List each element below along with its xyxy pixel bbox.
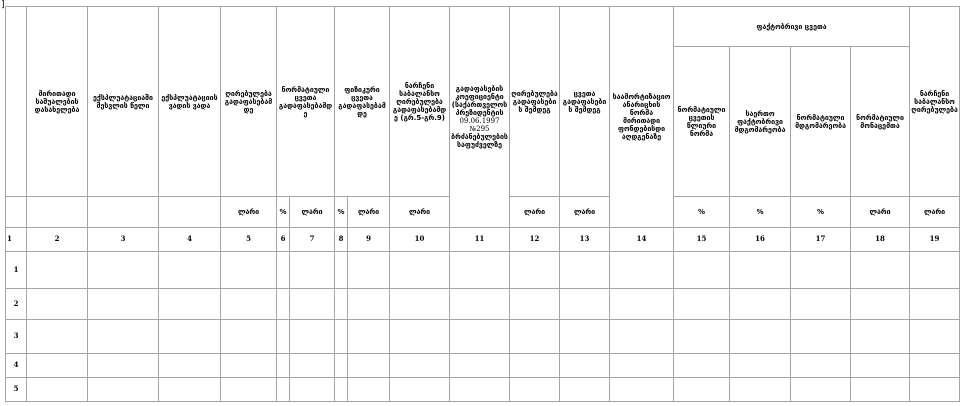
column-number: 17 bbox=[791, 227, 851, 251]
table-cell[interactable] bbox=[851, 320, 910, 353]
header-asset-name: მირითადი საშუალების დასახელება bbox=[27, 7, 88, 197]
table-row bbox=[6, 353, 960, 377]
table-cell[interactable] bbox=[560, 320, 610, 353]
table-cell[interactable] bbox=[610, 289, 674, 320]
table-cell[interactable] bbox=[851, 251, 910, 288]
table-cell[interactable] bbox=[674, 251, 730, 288]
column-number: 4 bbox=[159, 227, 221, 251]
table-cell[interactable] bbox=[390, 353, 450, 377]
column-number: 10 bbox=[390, 227, 450, 251]
table-cell[interactable] bbox=[560, 377, 610, 401]
header-physical-wear-before: ფიზიკური ცვეთა გადაფასებამდე bbox=[335, 7, 390, 197]
table-cell[interactable] bbox=[348, 251, 390, 288]
table-cell[interactable] bbox=[27, 251, 88, 288]
header-service-life: ექსპლუატაციის ვადის ვადა bbox=[159, 7, 221, 197]
table-cell[interactable] bbox=[335, 289, 348, 320]
table-cell[interactable] bbox=[335, 251, 348, 288]
table-cell[interactable] bbox=[450, 320, 510, 353]
table-cell[interactable] bbox=[390, 251, 450, 288]
column-number: 7 bbox=[290, 227, 335, 251]
table-cell[interactable] bbox=[610, 353, 674, 377]
table-cell[interactable] bbox=[674, 320, 730, 353]
table-cell[interactable] bbox=[674, 289, 730, 320]
unit-lari-13: ლარი bbox=[560, 197, 610, 227]
table-cell[interactable] bbox=[851, 353, 910, 377]
column-number: 6 bbox=[277, 227, 290, 251]
table-cell[interactable] bbox=[910, 251, 960, 288]
column-number: 8 bbox=[335, 227, 348, 251]
table-cell[interactable] bbox=[221, 377, 277, 401]
unit-lari-7: ლარი bbox=[290, 197, 335, 227]
table-cell[interactable] bbox=[159, 353, 221, 377]
table-cell[interactable] bbox=[27, 377, 88, 401]
unit-cell-2 bbox=[27, 197, 88, 227]
row-number: 3 bbox=[6, 320, 27, 353]
table-cell[interactable] bbox=[277, 320, 290, 353]
unit-cell-1 bbox=[6, 197, 27, 227]
table-cell[interactable] bbox=[390, 289, 450, 320]
table-cell[interactable] bbox=[791, 377, 851, 401]
row-number: 1 bbox=[6, 251, 27, 288]
table-cell[interactable] bbox=[290, 289, 335, 320]
table-cell[interactable] bbox=[290, 251, 335, 288]
table-cell[interactable] bbox=[610, 251, 674, 288]
table-cell[interactable] bbox=[159, 289, 221, 320]
table-cell[interactable] bbox=[730, 289, 791, 320]
table-cell[interactable] bbox=[221, 289, 277, 320]
coefficient-number: №295 bbox=[469, 124, 490, 133]
column-number: 9 bbox=[348, 227, 390, 251]
header-residual-before: ნარჩენი საბალანსო ღირებულება გადაფასებამდე (გრ.5-გრ.9) bbox=[390, 7, 450, 197]
column-number: 12 bbox=[510, 227, 560, 251]
table-cell[interactable] bbox=[791, 353, 851, 377]
table-cell[interactable] bbox=[560, 353, 610, 377]
header-normative-wear-before: ნორმატიული ცვეთა გადაფასებამდე bbox=[277, 7, 335, 197]
header-normative-state: ნორმატიული მდგომარეობა bbox=[791, 47, 851, 197]
table-cell[interactable] bbox=[335, 353, 348, 377]
coefficient-date: 09.06.1997 bbox=[459, 116, 500, 125]
column-number: 1 bbox=[6, 227, 27, 251]
table-cell[interactable] bbox=[560, 251, 610, 288]
unit-lari-19: ლარი bbox=[910, 197, 960, 227]
table-cell[interactable] bbox=[221, 353, 277, 377]
table-cell[interactable] bbox=[730, 377, 791, 401]
table-cell[interactable] bbox=[88, 289, 159, 320]
table-cell[interactable] bbox=[390, 377, 450, 401]
unit-percent-8: % bbox=[335, 197, 348, 227]
unit-lari-18: ლარი bbox=[851, 197, 910, 227]
row-number: 4 bbox=[6, 353, 27, 377]
unit-cell-3 bbox=[88, 197, 159, 227]
table-cell[interactable] bbox=[510, 320, 560, 353]
table-cell[interactable] bbox=[510, 377, 560, 401]
table-cell[interactable] bbox=[450, 353, 510, 377]
column-number: 5 bbox=[221, 227, 277, 251]
unit-lari-10: ლარი bbox=[390, 197, 450, 227]
table-cell[interactable] bbox=[277, 251, 290, 288]
table-cell[interactable] bbox=[851, 377, 910, 401]
unit-percent-16: % bbox=[730, 197, 791, 227]
table-cell[interactable] bbox=[510, 353, 560, 377]
unit-cell-4 bbox=[159, 197, 221, 227]
table-cell[interactable] bbox=[730, 251, 791, 288]
table-cell[interactable] bbox=[910, 320, 960, 353]
table-cell[interactable] bbox=[277, 353, 290, 377]
table-cell[interactable] bbox=[910, 353, 960, 377]
table-cell[interactable] bbox=[510, 289, 560, 320]
depreciation-table bbox=[5, 6, 960, 402]
table-cell[interactable] bbox=[290, 320, 335, 353]
header-total-actual-state: საერთო ფაქტობრივი მდგომარეობა bbox=[730, 47, 791, 197]
table-cell[interactable] bbox=[730, 320, 791, 353]
table-cell[interactable] bbox=[674, 377, 730, 401]
table-cell[interactable] bbox=[610, 320, 674, 353]
table-cell[interactable] bbox=[277, 289, 290, 320]
header-cell-2-pre bbox=[6, 7, 27, 197]
header-group-actual-wear: ფაქტობრივი ცვეთა bbox=[674, 7, 910, 47]
table-cell[interactable] bbox=[348, 320, 390, 353]
table-cell[interactable] bbox=[610, 377, 674, 401]
header-commission-year: ექსპლუატაციაში შესვლის წელი bbox=[88, 7, 159, 197]
header-value-before: ღირებულება გადაფასებამდე bbox=[221, 7, 277, 197]
table-cell[interactable] bbox=[791, 320, 851, 353]
table-row bbox=[6, 320, 960, 353]
header-revaluation-coefficient bbox=[450, 7, 510, 228]
table-cell[interactable] bbox=[159, 251, 221, 288]
table-cell[interactable] bbox=[560, 289, 610, 320]
table-cell[interactable] bbox=[159, 377, 221, 401]
table-cell[interactable] bbox=[910, 377, 960, 401]
table-row bbox=[6, 289, 960, 320]
column-number: 11 bbox=[450, 227, 510, 251]
table-cell[interactable] bbox=[450, 377, 510, 401]
table-cell[interactable] bbox=[390, 320, 450, 353]
table-cell[interactable] bbox=[510, 251, 560, 288]
unit-lari-5: ლარი bbox=[221, 197, 277, 227]
unit-percent-17: % bbox=[791, 197, 851, 227]
table-cell[interactable] bbox=[88, 320, 159, 353]
table-cell[interactable] bbox=[159, 320, 221, 353]
table-cell[interactable] bbox=[290, 377, 335, 401]
table-cell[interactable] bbox=[348, 289, 390, 320]
column-number: 13 bbox=[560, 227, 610, 251]
table-cell[interactable] bbox=[88, 353, 159, 377]
header-amortization-norm: საამორტიზაციო ანარიცხის ნორმა მირითადი ფონდებისდი აღდგენაზე bbox=[610, 7, 674, 228]
table-cell[interactable] bbox=[910, 289, 960, 320]
table-cell[interactable] bbox=[730, 353, 791, 377]
unit-percent-15: % bbox=[674, 197, 730, 227]
table-cell[interactable] bbox=[221, 251, 277, 288]
table-cell[interactable] bbox=[88, 377, 159, 401]
column-number: 16 bbox=[730, 227, 791, 251]
coefficient-text-a: გადაფასების კოეფიციენტი (საქართველოს პრეზიდენტის bbox=[451, 84, 508, 117]
table-cell[interactable] bbox=[221, 320, 277, 353]
column-number: 3 bbox=[88, 227, 159, 251]
table-cell[interactable] bbox=[348, 353, 390, 377]
column-number: 2 bbox=[27, 227, 88, 251]
row-number: 2 bbox=[6, 289, 27, 320]
table-cell[interactable] bbox=[335, 320, 348, 353]
unit-percent-6: % bbox=[277, 197, 290, 227]
table-cell[interactable] bbox=[335, 377, 348, 401]
table-cell[interactable] bbox=[791, 289, 851, 320]
table-cell[interactable] bbox=[27, 289, 88, 320]
coefficient-text-b: ბრძანებულების საფუძველზე bbox=[451, 132, 508, 149]
row-number: 5 bbox=[6, 377, 27, 401]
table-cell[interactable] bbox=[277, 377, 290, 401]
column-number: 19 bbox=[910, 227, 960, 251]
column-number-row bbox=[6, 227, 960, 251]
table-cell[interactable] bbox=[851, 289, 910, 320]
unit-lari-9: ლარი bbox=[348, 197, 390, 227]
table-cell[interactable] bbox=[290, 353, 335, 377]
table-cell[interactable] bbox=[450, 251, 510, 288]
header-annual-wear-norm: ნორმატიული ცვეთის წლიური ნორმა bbox=[674, 47, 730, 197]
table-cell[interactable] bbox=[348, 377, 390, 401]
table-cell[interactable] bbox=[791, 251, 851, 288]
column-number: 15 bbox=[674, 227, 730, 251]
table-cell[interactable] bbox=[27, 320, 88, 353]
column-number: 18 bbox=[851, 227, 910, 251]
table-row bbox=[6, 377, 960, 401]
unit-lari-12: ლარი bbox=[510, 197, 560, 227]
table-cell[interactable] bbox=[27, 353, 88, 377]
column-number: 14 bbox=[610, 227, 674, 251]
table-cell[interactable] bbox=[674, 353, 730, 377]
table-cell[interactable] bbox=[450, 289, 510, 320]
table-cell[interactable] bbox=[88, 251, 159, 288]
corner-mark: ] bbox=[1, 0, 5, 10]
table-row bbox=[6, 251, 960, 288]
header-normative-data: ნორმატიული მონაცემთა bbox=[851, 47, 910, 197]
header-wear-after: ცვეთა გადაფასების შემდეგ bbox=[560, 7, 610, 197]
header-value-after: ღირებულება გადაფასების შემდეგ bbox=[510, 7, 560, 197]
header-residual-value: ნარჩენი საბალანსო ღირებულება bbox=[910, 7, 960, 197]
